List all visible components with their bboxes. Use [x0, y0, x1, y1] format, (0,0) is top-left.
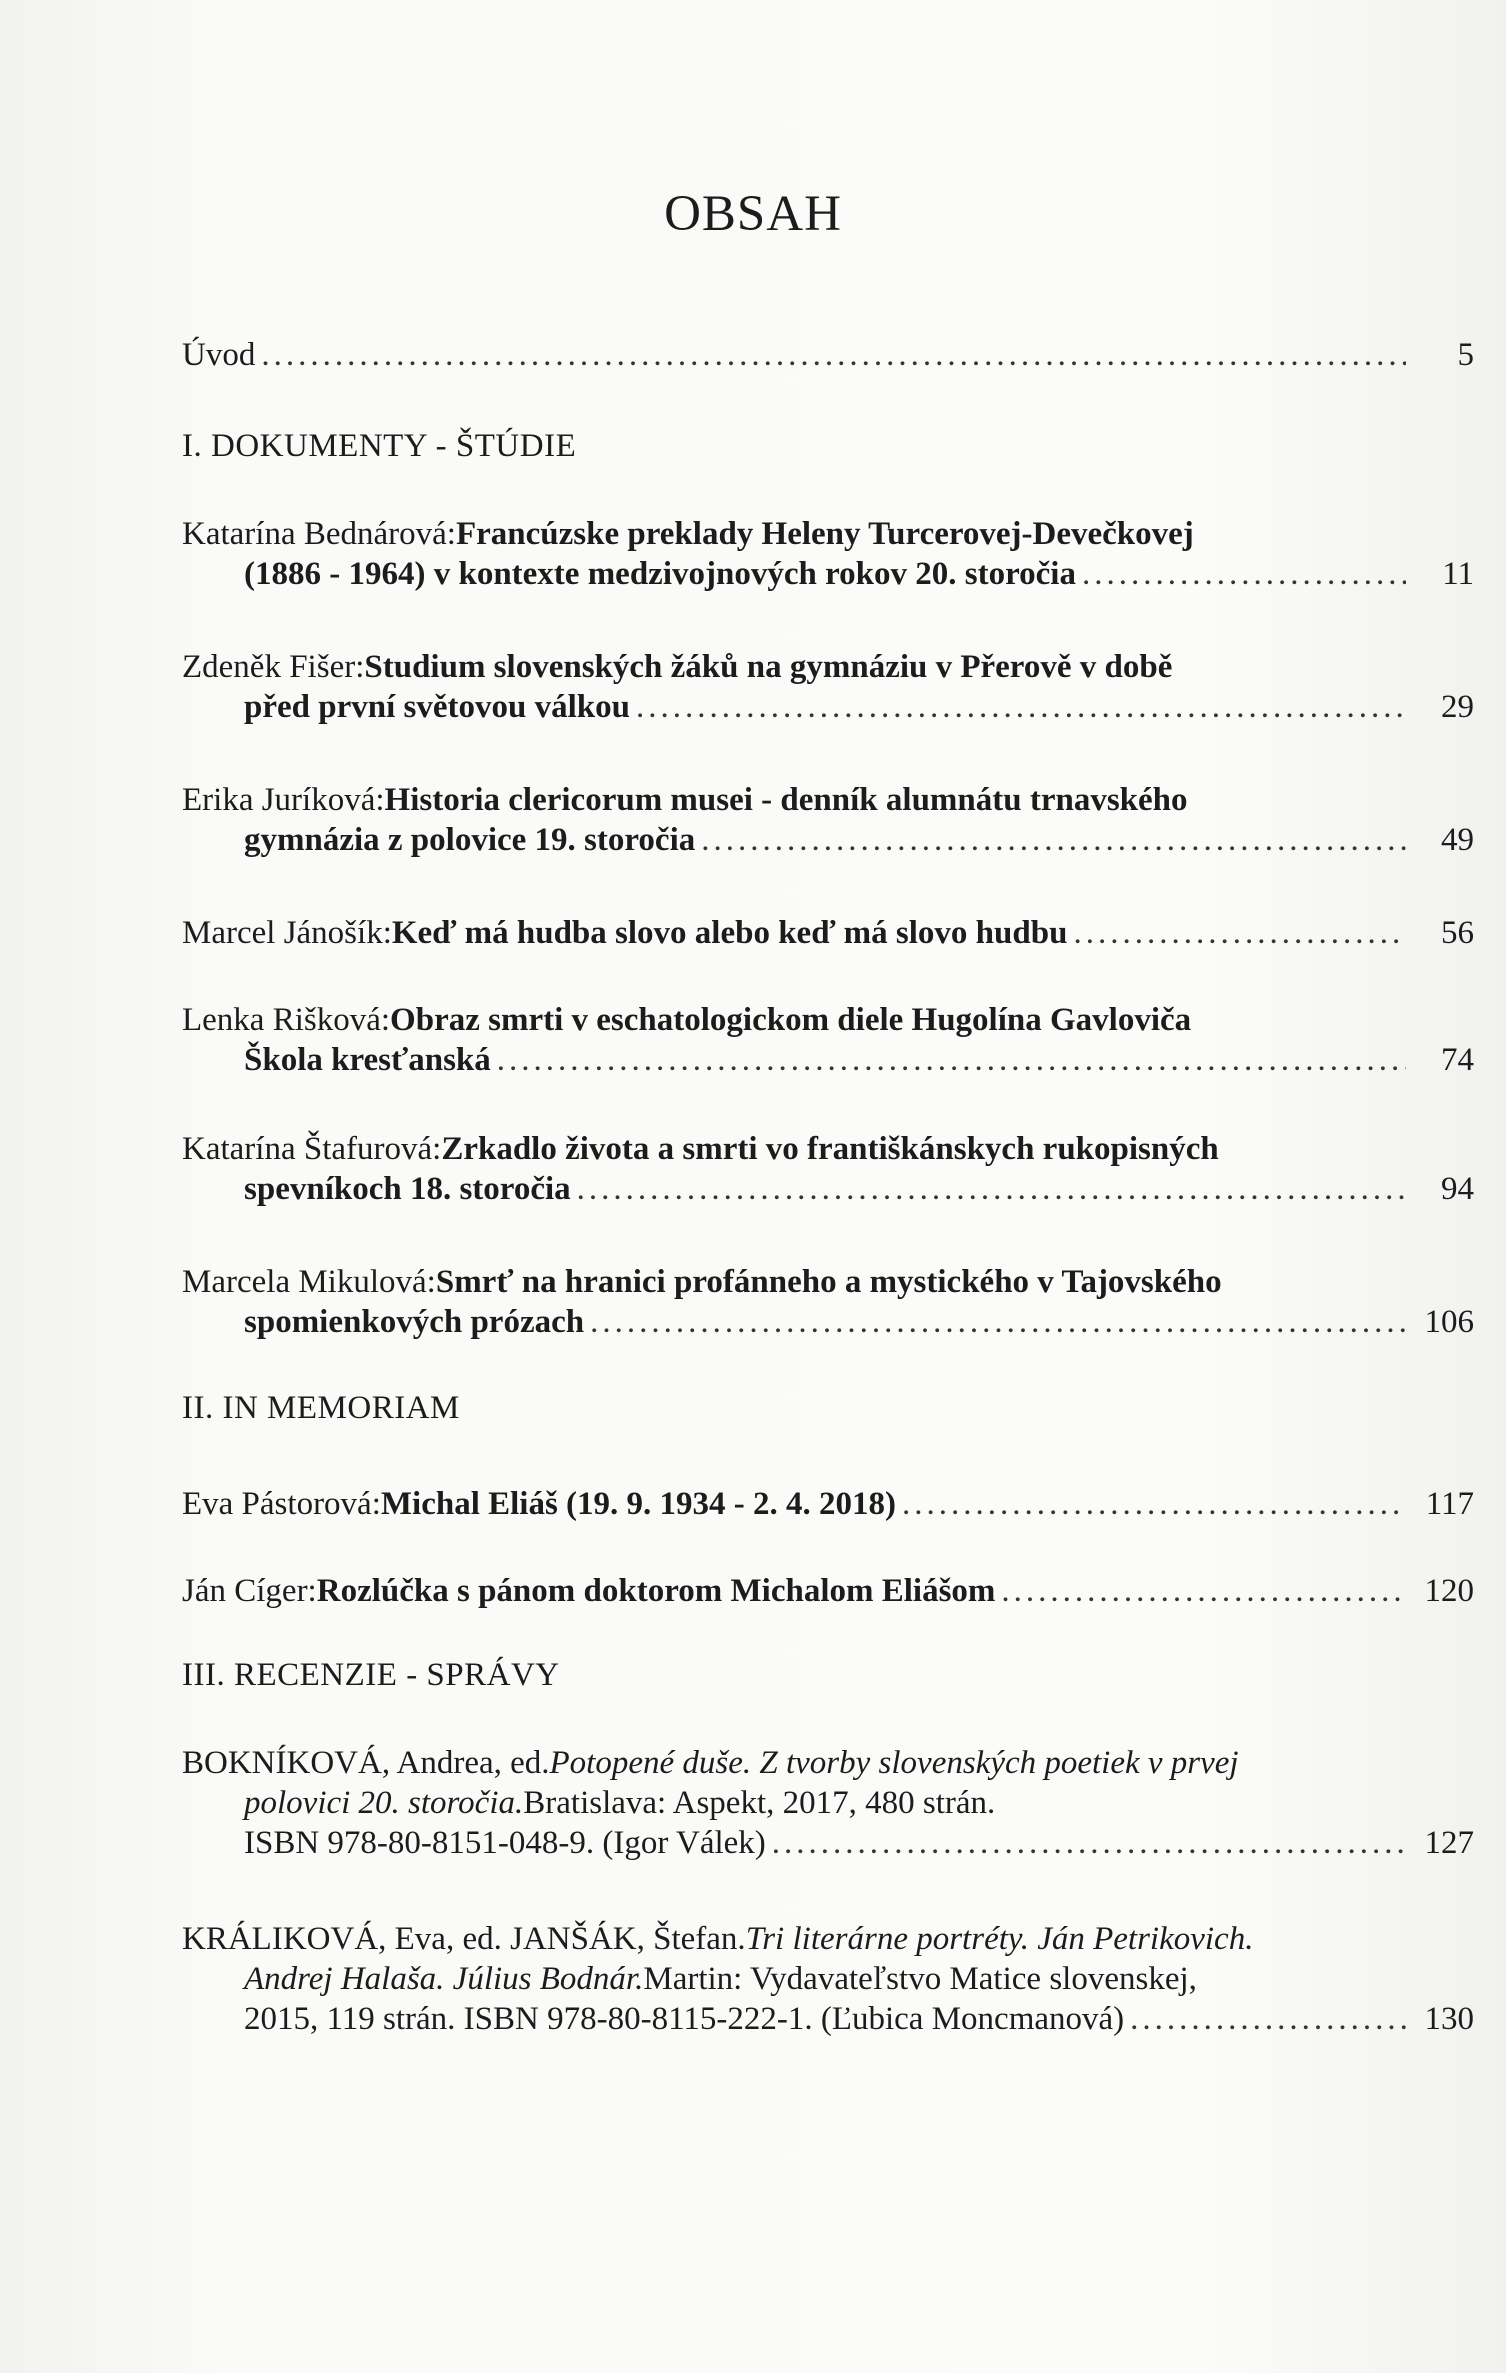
entry-author: Katarína Bednárová:: [182, 516, 456, 552]
page-number: 74: [1441, 1042, 1474, 1078]
entry-author: KRÁLIKOVÁ, Eva, ed. JANŠÁK, Štefan.: [182, 1921, 746, 1957]
entry-author: Marcel Jánošík:: [182, 915, 392, 951]
entry-title: Potopené duše. Z tvorby slovenských poetiek v prvej: [549, 1745, 1239, 1781]
page-number: 29: [1441, 689, 1474, 725]
entry-publication: Martin: Vydavateľstvo Matice slovenskej,: [643, 1961, 1197, 1997]
dot-leader: [1082, 554, 1406, 594]
entry-title: Keď má hudba slovo alebo keď má slovo hudbu: [391, 915, 1068, 951]
entry-title: Úvod: [182, 337, 256, 373]
dot-leader: [1001, 1571, 1406, 1611]
entry-title-cont: polovici 20. storočia.: [244, 1785, 524, 1821]
dot-leader: [497, 1040, 1406, 1080]
entry-title: Smrť na hranici profánneho a mystického v Tajovského: [435, 1264, 1222, 1300]
entry-author: Ján Cíger:: [182, 1573, 317, 1609]
entry-author: Eva Pástorová:: [182, 1486, 381, 1522]
dot-leader: [577, 1169, 1406, 1209]
entry-title-cont: před první světovou válkou: [244, 689, 630, 725]
toc-entry[interactable]: [182, 1919, 1474, 2039]
entry-author: Marcela Mikulová:: [182, 1264, 436, 1300]
entry-title: Tri literárne portréty. Ján Petrikovich.: [745, 1921, 1254, 1957]
page-number: 117: [1425, 1486, 1474, 1522]
page-number: 106: [1424, 1304, 1474, 1340]
toc-entry[interactable]: [182, 1262, 1474, 1342]
entry-title: Obraz smrti v eschatologickom diele Hugolína Gavloviča: [390, 1002, 1192, 1038]
entry-isbn: ISBN 978-80-8151-048-9. (Igor Válek): [244, 1825, 766, 1861]
page-number: 11: [1442, 556, 1474, 592]
toc-entry[interactable]: [182, 514, 1474, 594]
entry-author: Erika Juríková:: [182, 782, 385, 818]
entry-title: Francúzske preklady Heleny Turcerovej-Devečkovej: [455, 516, 1194, 552]
entry-author: BOKNÍKOVÁ, Andrea, ed.: [182, 1745, 550, 1781]
entry-isbn: 2015, 119 strán. ISBN 978-80-8115-222-1. (Ľubica Moncmanová): [244, 2001, 1125, 2037]
entry-title-cont: gymnázia z polovice 19. storočia: [244, 822, 696, 858]
toc-entry[interactable]: [182, 647, 1474, 727]
page-number: 49: [1441, 822, 1474, 858]
toc-entry[interactable]: [182, 780, 1474, 860]
page-number: 56: [1441, 915, 1474, 951]
entry-title: Studium slovenských žáků na gymnáziu v Přerově v době: [364, 649, 1173, 685]
dot-leader: [902, 1484, 1406, 1524]
toc-entry[interactable]: [182, 1484, 1474, 1524]
entry-title: Zrkadlo života a smrti vo františkánskych rukopisných: [441, 1131, 1219, 1167]
dot-leader: [590, 1302, 1406, 1342]
entry-title-cont: Andrej Halaša. Július Bodnár.: [244, 1961, 644, 1997]
page-number: 120: [1424, 1573, 1474, 1609]
toc-entry[interactable]: [182, 1571, 1474, 1611]
dot-leader: [1130, 1999, 1406, 2039]
entry-author: Lenka Rišková:: [182, 1002, 391, 1038]
toc-entry[interactable]: [182, 913, 1474, 953]
section-heading-3: III. RECENZIE - SPRÁVY: [182, 1657, 560, 1693]
toc-entry[interactable]: [182, 1129, 1474, 1209]
entry-author: Katarína Štafurová:: [182, 1131, 442, 1167]
dot-leader: [772, 1823, 1406, 1863]
entry-title-cont: spevníkoch 18. storočia: [244, 1171, 571, 1207]
dot-leader: [1073, 913, 1406, 953]
dot-leader: [636, 687, 1406, 727]
page-number: 5: [1457, 337, 1474, 373]
dot-leader: [701, 820, 1406, 860]
toc-entry[interactable]: [182, 1000, 1474, 1080]
entry-title-cont: (1886 - 1964) v kontexte medzivojnových rokov 20. storočia: [244, 556, 1076, 592]
entry-title: Rozlúčka s pánom doktorom Michalom Eliášom: [316, 1573, 996, 1609]
page-number: 130: [1424, 2001, 1474, 2037]
entry-title-cont: Škola kresťanská: [244, 1042, 491, 1078]
page-number: 127: [1424, 1825, 1474, 1861]
section-heading-1: I. DOKUMENTY - ŠTÚDIE: [182, 428, 577, 464]
entry-title: Historia clericorum musei - denník alumnátu trnavského: [384, 782, 1188, 818]
section-heading-2: II. IN MEMORIAM: [182, 1390, 460, 1426]
dot-leader: [261, 335, 1406, 375]
toc-entry[interactable]: [182, 1743, 1474, 1863]
entry-title: Michal Eliáš (19. 9. 1934 - 2. 4. 2018): [380, 1486, 897, 1522]
page-number: 94: [1441, 1171, 1474, 1207]
entry-title-cont: spomienkových prózach: [244, 1304, 585, 1340]
entry-author: Zdeněk Fišer:: [182, 649, 365, 685]
page-title: OBSAH: [664, 186, 842, 242]
toc-entry-intro[interactable]: [182, 335, 1474, 375]
entry-publication: Bratislava: Aspekt, 2017, 480 strán.: [523, 1785, 996, 1821]
